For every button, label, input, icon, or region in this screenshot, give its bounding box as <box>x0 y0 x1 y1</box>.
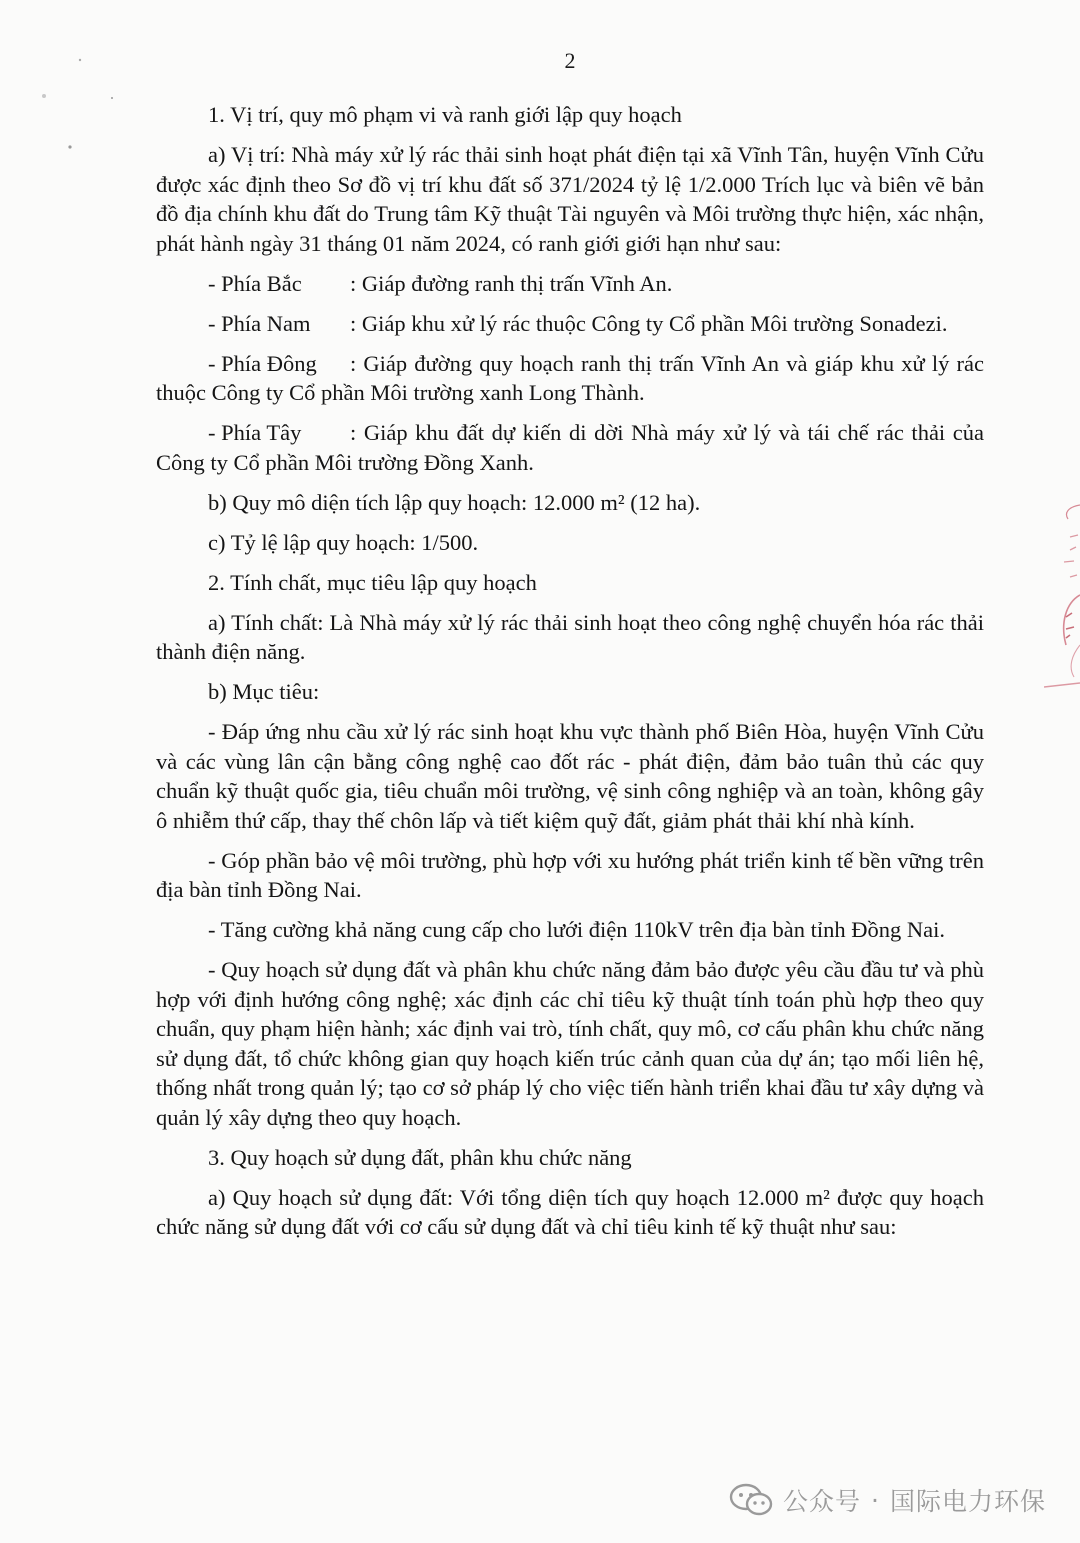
watermark-label: 公众号 <box>783 1487 862 1516</box>
section-2-heading: 2. Tính chất, mục tiêu lập quy hoạch <box>208 569 537 595</box>
nature-paragraph: a) Tính chất: Là Nhà máy xử lý rác thải sinh hoạt theo công nghệ chuyển hóa rác thải thành điện năng. <box>156 609 984 664</box>
location-paragraph: a) Vị trí: Nhà máy xử lý rác thải sinh hoạt phát điện tại xã Vĩnh Tân, huyện Vĩnh Cửu được xác định theo Sơ đồ vị trí khu đất số 371/2024 tỷ lệ 1/2.000 Trích lục và biên vẽ bản đồ địa chính khu đất do Trung tâm Kỹ thuật Tài nguyên và Môi trường thực hiện, xác nhận, phát hành ngày 31 tháng 01 năm 2024, có ranh giới giới hạn như sau: <box>156 142 984 256</box>
watermark-account: 国际电力环保 <box>889 1487 1046 1516</box>
boundary-south <box>156 309 984 339</box>
goal-item: - Góp phần bảo vệ môi trường, phù hợp với xu hướng phát triển kinh tế bền vững trên địa bàn tỉnh Đồng Nai. <box>156 847 984 902</box>
red-seal-fragment <box>1044 495 1080 695</box>
section-3-heading: 3. Quy hoạch sử dụng đất, phân khu chức năng <box>208 1144 632 1170</box>
boundary-side-label: - Phía Tây <box>208 420 302 445</box>
boundary-side-label: - Phía Bắc <box>208 270 302 296</box>
goal-item: - Đáp ứng nhu cầu xử lý rác sinh hoạt khu vực thành phố Biên Hòa, huyện Vĩnh Cửu và các vùng lân cận bằng công nghệ cao đốt rác - phát điện, đảm bảo tuân thủ các quy chuẩn kỹ thuật quốc gia, tiêu chuẩn môi trường, vệ sinh công nghiệp và an toàn, không gây ô nhiễm thứ cấp, thay thế chôn lấp và tiết kiệm quỹ đất, giảm phát thải khí nhà kính. <box>156 719 984 833</box>
wechat-watermark <box>729 1482 1046 1518</box>
boundary-text: : Giáp đường quy hoạch ranh thị trấn Vĩnh An và giáp khu xử lý rác thuộc Công ty Cổ phần Môi trường xanh Long Thành. <box>156 350 984 405</box>
boundary-west <box>156 418 984 477</box>
scan-specks <box>0 0 130 170</box>
boundary-east <box>156 349 984 408</box>
boundary-side-label: - Phía Nam <box>208 310 311 336</box>
boundary-text: : Giáp khu xử lý rác thuộc Công ty Cổ phần Môi trường Sonadezi. <box>350 310 948 336</box>
goal-item: - Quy hoạch sử dụng đất và phân khu chức năng đảm bảo được yêu cầu đầu tư và phù hợp với định hướng công nghệ; xác định các chỉ tiêu kỹ thuật tính toán phù hợp theo quy chuẩn, quy phạm hiện hành; xác định vai trò, tính chất, quy mô, cơ cấu phân khu chức năng sử dụng đất, tổ chức không gian quy hoạch kiến trúc cảnh quan của dự án; tạo mối liên hệ, thống nhất trong quản lý; tạo cơ sở pháp lý cho việc tiến hành triển khai đầu tư xây dựng và quản lý xây dựng theo quy hoạch. <box>156 957 984 1130</box>
goal-item: - Tăng cường khả năng cung cấp cho lưới điện 110kV trên địa bàn tỉnh Đồng Nai. <box>208 917 945 942</box>
boundary-text: : Giáp khu đất dự kiến di dời Nhà máy xử lý và tái chế rác thải của Công ty Cổ phần Môi trường Đồng Xanh. <box>156 420 984 475</box>
boundary-text: : Giáp đường ranh thị trấn Vĩnh An. <box>350 270 673 296</box>
area-paragraph: b) Quy mô diện tích lập quy hoạch: 12.000 m² (12 ha). <box>208 489 701 515</box>
document-body <box>156 100 984 1252</box>
section-1-heading: 1. Vị trí, quy mô phạm vi và ranh giới lập quy hoạch <box>208 102 682 127</box>
boundary-side-label: - Phía Đông <box>208 350 317 376</box>
wechat-icon <box>729 1483 773 1517</box>
scale-paragraph: c) Tỷ lệ lập quy hoạch: 1/500. <box>208 529 479 555</box>
watermark-separator: · <box>871 1485 880 1515</box>
boundary-north <box>156 269 984 299</box>
page-number: 2 <box>564 48 576 73</box>
landuse-paragraph: a) Quy hoạch sử dụng đất: Với tổng diện tích quy hoạch 12.000 m² được quy hoạch chức năng sử dụng đất với cơ cấu sử dụng đất và chỉ tiêu kinh tế kỹ thuật như sau: <box>156 1184 984 1239</box>
goals-heading: b) Mục tiêu: <box>208 679 320 704</box>
